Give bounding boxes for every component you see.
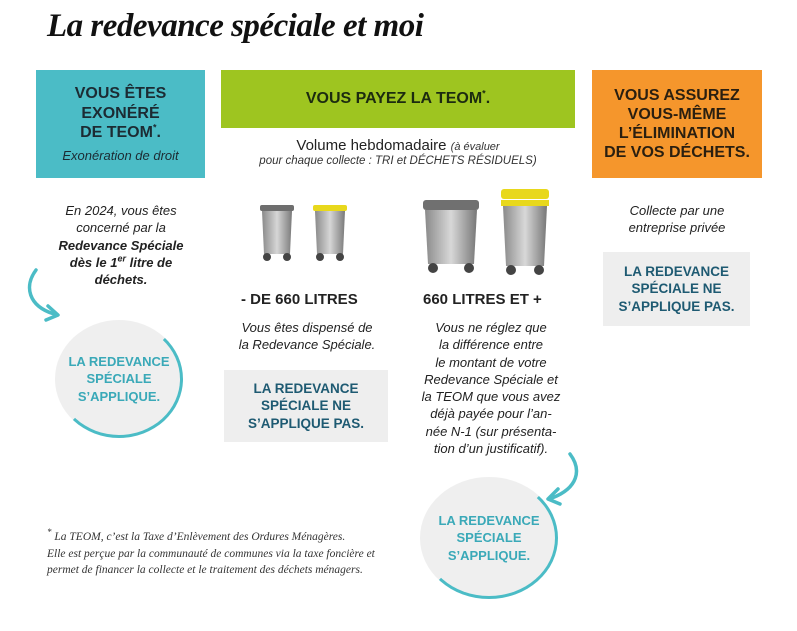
applies-badge-right-line3: S’APPLIQUE. <box>447 547 531 563</box>
not-applicable-small-line3: S’APPLIQUE PAS. <box>247 415 365 431</box>
exempt-body-line3 <box>36 237 206 254</box>
curved-arrow-icon <box>540 452 586 510</box>
exempt-body-from: dès le 1 <box>69 254 118 270</box>
not-applicable-box-right-text <box>618 263 734 316</box>
small-volume-line1: Vous êtes dispensé de <box>241 320 373 335</box>
footnote <box>47 529 407 579</box>
large-volume-line: la différence entre <box>438 337 544 353</box>
weekly-volume-subtitle: pour chaque collecte : TRI et DÉCHETS RÉSIDUELS) <box>259 155 537 167</box>
exempt-header <box>36 70 205 178</box>
exempt-header-line2: EXONÉRÉ <box>81 104 160 122</box>
applies-badge-right-line1: LA REDEVANCE <box>438 512 540 528</box>
exempt-header-line1: VOUS ÊTES <box>74 85 167 103</box>
self-disposal-header <box>592 70 762 178</box>
self-disposal-header-line2: VOUS-MÊME <box>627 105 727 123</box>
small-volume-label: - DE 660 LITRES <box>241 291 358 308</box>
not-applicable-box-small-text <box>248 380 364 433</box>
exempt-body-litre: litre de <box>125 254 173 270</box>
large-volume-line: née N-1 (sur présenta- <box>425 423 557 439</box>
applies-badge-left-line2: SPÉCIALE <box>86 371 152 387</box>
not-applicable-small-line1: LA REDEVANCE <box>253 380 359 396</box>
small-volume-line2: la Redevance Spéciale. <box>238 337 376 353</box>
applies-badge-left-line1: LA REDEVANCE <box>68 353 170 369</box>
small-volume-text <box>221 319 393 354</box>
teom-header-label: VOUS PAYEZ LA TEOM <box>305 90 483 108</box>
large-volume-label: 660 LITRES ET + <box>423 291 542 308</box>
large-volume-line: déjà payée pour l’an- <box>430 406 552 422</box>
large-volume-line: le montant de votre <box>435 354 547 370</box>
applies-badge-right-text <box>438 512 539 565</box>
applies-badge-left-line3: S’APPLIQUE. <box>77 388 161 404</box>
self-disposal-header-line4: DE VOS DÉCHETS. <box>604 144 750 162</box>
weekly-volume-title: Volume hebdomadaire <box>296 137 447 154</box>
exempt-header-line3 <box>80 123 161 142</box>
footnote-line2: Elle est perçue par la communauté de communes via la taxe foncière et <box>47 547 375 560</box>
footnote-star: * <box>47 527 52 538</box>
small-bins-illustration <box>256 198 356 262</box>
large-volume-line: Redevance Spéciale et <box>424 371 558 387</box>
private-collection-line2: entreprise privée <box>628 220 726 236</box>
not-applicable-small-line2: SPÉCIALE NE <box>260 398 352 414</box>
not-applicable-right-line3: S’APPLIQUE PAS. <box>618 298 735 314</box>
self-disposal-header-line1: VOUS ASSUREZ <box>614 86 740 104</box>
exempt-header-subtitle: Exonération de droit <box>62 147 179 163</box>
footnote-star: * <box>152 122 157 133</box>
exempt-body-line1: En 2024, vous êtes <box>65 203 177 218</box>
not-applicable-right-line1: LA REDEVANCE <box>623 263 729 279</box>
page-title: La redevance spéciale et moi <box>47 8 424 44</box>
large-volume-line: tion d’un justificatif). <box>433 440 549 456</box>
applies-badge-right-line2: SPÉCIALE <box>456 530 522 546</box>
weekly-volume-line <box>221 137 575 154</box>
large-volume-text <box>405 319 577 457</box>
weekly-volume-heading <box>221 137 575 167</box>
not-applicable-box-right <box>603 252 750 326</box>
applies-badge-right <box>420 477 558 599</box>
exempt-body-sup: er <box>117 253 126 264</box>
not-applicable-box-small <box>224 370 388 442</box>
private-collection-text <box>592 202 762 237</box>
large-volume-line: Vous ne réglez que <box>435 320 547 335</box>
exempt-header-teom: DE TEOM <box>80 123 153 141</box>
footnote-line1 <box>47 529 407 546</box>
exempt-body-line2: concerné par la <box>76 220 166 236</box>
teom-header <box>221 70 575 128</box>
teom-header-dot: . <box>485 90 491 108</box>
curved-arrow-icon <box>22 268 72 328</box>
large-volume-line: la TEOM que vous avez <box>421 389 561 405</box>
self-disposal-header-line3: L’ÉLIMINATION <box>618 125 736 142</box>
exempt-body-emphasis: Redevance Spéciale <box>58 237 184 253</box>
footnote-line1-text: La TEOM, c’est la Taxe d’Enlèvement des Ordures Ménagères. <box>51 531 346 543</box>
exempt-header-dot: . <box>156 123 161 141</box>
exempt-body-waste: déchets. <box>94 272 148 288</box>
private-collection-line1: Collecte par une <box>629 203 725 218</box>
footnote-line3: permet de financer la collecte et le traitement des déchets ménagers. <box>47 564 363 577</box>
footnote-star: * <box>482 89 486 100</box>
teom-header-text <box>306 89 490 108</box>
large-bins-illustration <box>421 186 551 276</box>
applies-badge-left <box>55 320 183 438</box>
weekly-volume-note: (à évaluer <box>450 141 500 153</box>
applies-badge-left-text <box>68 353 169 406</box>
not-applicable-right-line2: SPÉCIALE NE <box>631 281 722 297</box>
